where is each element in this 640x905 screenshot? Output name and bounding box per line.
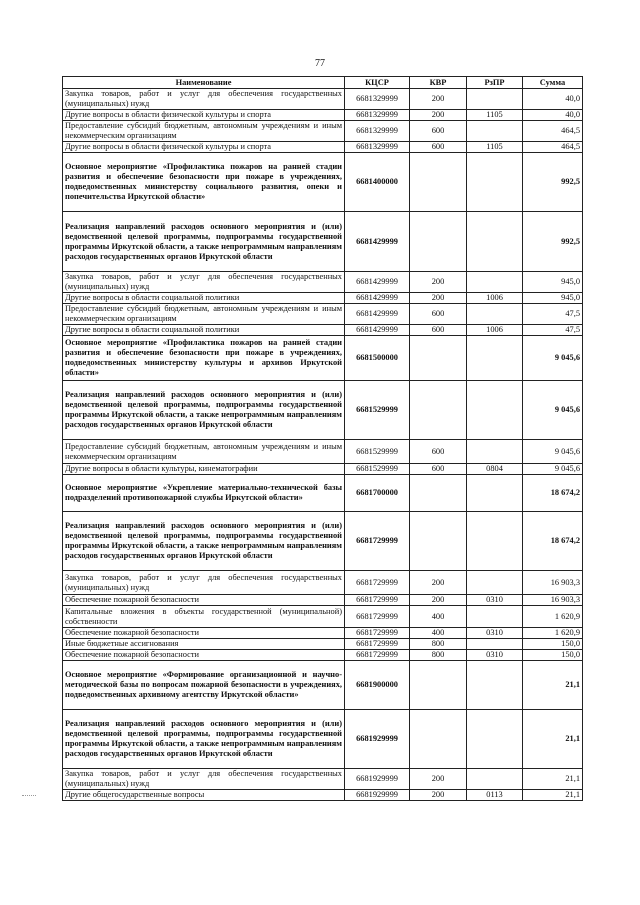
table-row [63,89,583,110]
table-row [63,571,583,595]
cell-name: Обеспечение пожарной безопасности [63,650,345,661]
table-row [63,606,583,628]
cell-name: Предоставление субсидий бюджетным, автономным учреждениям и иным некоммерческим организациям [63,440,345,464]
cell-name: Закупка товаров, работ и услуг для обеспечения государственных (муниципальных) нужд [63,89,345,110]
cell-sum: 16 903,3 [523,571,583,595]
cell-kcsr: 6681400000 [345,153,410,212]
cell-kcsr: 6681729999 [345,639,410,650]
cell-sum: 992,5 [523,153,583,212]
cell-name: Другие вопросы в области физической культуры и спорта [63,142,345,153]
cell-rzpr [467,304,523,325]
cell-sum: 9 045,6 [523,381,583,440]
cell-kvr [410,212,467,272]
cell-sum: 992,5 [523,212,583,272]
cell-sum: 1 620,9 [523,606,583,628]
cell-kcsr: 6681429999 [345,293,410,304]
cell-kcsr: 6681429999 [345,272,410,293]
cell-sum: 21,1 [523,710,583,769]
table-row [63,304,583,325]
cell-kcsr: 6681529999 [345,440,410,464]
cell-kvr: 600 [410,464,467,475]
cell-kcsr: 6681329999 [345,89,410,110]
cell-name: Основное мероприятие «Формирование организационной и научно-методической базы по вопросам пожарной безопасности в учреждениях, подведомственных архивному агентству Иркутской области» [63,661,345,710]
cell-sum: 40,0 [523,89,583,110]
table-row [63,475,583,512]
cell-name: Реализация направлений расходов основного мероприятия и (или) ведомственной целевой программы, подпрограммы государственной программы Иркутской области, а также непрограммным направлениям расходов государственных органов Иркутской области [63,512,345,571]
cell-name: Предоставление субсидий бюджетным, автономным учреждениям и иным некоммерческим организациям [63,121,345,142]
cell-rzpr [467,212,523,272]
cell-kvr: 400 [410,628,467,639]
cell-kvr: 600 [410,440,467,464]
cell-sum: 18 674,2 [523,512,583,571]
cell-rzpr: 0310 [467,628,523,639]
scan-artifact [22,795,36,796]
cell-kvr: 200 [410,272,467,293]
cell-rzpr [467,381,523,440]
cell-kcsr: 6681329999 [345,110,410,121]
cell-rzpr [467,639,523,650]
cell-rzpr: 1006 [467,293,523,304]
cell-name: Реализация направлений расходов основного мероприятия и (или) ведомственной целевой программы, подпрограммы государственной программы Иркутской области, а также непрограммным направлениям расходов государственных органов Иркутской области [63,212,345,272]
cell-rzpr [467,512,523,571]
cell-kcsr: 6681529999 [345,464,410,475]
cell-kvr [410,512,467,571]
cell-rzpr: 0113 [467,790,523,801]
cell-kvr: 200 [410,110,467,121]
cell-kcsr: 6681529999 [345,381,410,440]
cell-name: Другие вопросы в области физической культуры и спорта [63,110,345,121]
cell-kvr: 400 [410,606,467,628]
cell-kcsr: 6681429999 [345,304,410,325]
cell-name: Закупка товаров, работ и услуг для обеспечения государственных (муниципальных) нужд [63,769,345,790]
cell-sum: 1 620,9 [523,628,583,639]
cell-kvr: 800 [410,650,467,661]
cell-kvr: 200 [410,293,467,304]
table-row [63,639,583,650]
cell-kcsr: 6681700000 [345,475,410,512]
cell-name: Основное мероприятие «Профилактика пожаров на ранней стадии развития и обеспечение безопасности при пожаре в учреждениях, подведомственных министерству культуры и архивов Иркутской области» [63,336,345,381]
cell-rzpr: 0804 [467,464,523,475]
cell-kvr [410,381,467,440]
cell-name: Основное мероприятие «Профилактика пожаров на ранней стадии развития и обеспечение безопасности при пожаре в учреждениях, подведомственных министерству социального развития, опеки и попечительства Иркутской области» [63,153,345,212]
cell-rzpr [467,153,523,212]
table-row [63,661,583,710]
column-header-kcsr: КЦСР [345,77,410,89]
cell-name: Другие вопросы в области культуры, кинематографии [63,464,345,475]
table-row [63,440,583,464]
table-row [63,212,583,272]
cell-kvr [410,475,467,512]
cell-kvr: 800 [410,639,467,650]
table-row [63,110,583,121]
column-header-kvr: КВР [410,77,467,89]
cell-kvr: 200 [410,790,467,801]
cell-sum: 945,0 [523,293,583,304]
cell-name: Капитальные вложения в объекты государственной (муниципальной) собственности [63,606,345,628]
cell-rzpr [467,606,523,628]
table-header-row [63,77,583,89]
table-row [63,121,583,142]
cell-sum: 16 903,3 [523,595,583,606]
table-row [63,710,583,769]
cell-kvr: 200 [410,571,467,595]
cell-kcsr: 6681729999 [345,595,410,606]
cell-kcsr: 6681500000 [345,336,410,381]
cell-kcsr: 6681329999 [345,121,410,142]
cell-kcsr: 6681929999 [345,769,410,790]
cell-kcsr: 6681729999 [345,512,410,571]
column-header-name: Наименование [63,77,345,89]
cell-kvr [410,710,467,769]
cell-sum: 18 674,2 [523,475,583,512]
cell-rzpr [467,89,523,110]
cell-kvr [410,661,467,710]
table-row [63,650,583,661]
cell-sum: 47,5 [523,304,583,325]
cell-sum: 150,0 [523,650,583,661]
cell-kcsr: 6681929999 [345,710,410,769]
cell-kvr: 600 [410,304,467,325]
cell-sum: 464,5 [523,121,583,142]
cell-rzpr [467,272,523,293]
cell-kvr [410,153,467,212]
cell-rzpr [467,336,523,381]
cell-name: Реализация направлений расходов основного мероприятия и (или) ведомственной целевой программы, подпрограммы государственной программы Иркутской области, а также непрограммным направлениям расходов государственных органов Иркутской области [63,710,345,769]
cell-rzpr [467,571,523,595]
table-row [63,512,583,571]
cell-name: Реализация направлений расходов основного мероприятия и (или) ведомственной целевой программы, подпрограммы государственной программы Иркутской области, а также непрограммным направлениям расходов государственных органов Иркутской области [63,381,345,440]
cell-rzpr [467,769,523,790]
cell-rzpr [467,121,523,142]
cell-kcsr: 6681900000 [345,661,410,710]
table-row [63,769,583,790]
cell-kvr: 200 [410,595,467,606]
cell-kcsr: 6681729999 [345,571,410,595]
cell-sum: 9 045,6 [523,440,583,464]
cell-sum: 945,0 [523,272,583,293]
table-body [63,89,583,801]
cell-sum: 21,1 [523,661,583,710]
cell-kcsr: 6681429999 [345,325,410,336]
table-row [63,595,583,606]
cell-name: Закупка товаров, работ и услуг для обеспечения государственных (муниципальных) нужд [63,571,345,595]
cell-name: Обеспечение пожарной безопасности [63,595,345,606]
cell-rzpr: 1105 [467,110,523,121]
cell-name: Другие вопросы в области социальной политики [63,293,345,304]
cell-kcsr: 6681729999 [345,628,410,639]
cell-sum: 9 045,6 [523,336,583,381]
cell-kcsr: 6681429999 [345,212,410,272]
cell-kvr: 600 [410,142,467,153]
cell-kcsr: 6681729999 [345,606,410,628]
cell-sum: 40,0 [523,110,583,121]
table-row [63,336,583,381]
cell-rzpr [467,440,523,464]
cell-kvr: 600 [410,121,467,142]
cell-kcsr: 6681729999 [345,650,410,661]
cell-name: Закупка товаров, работ и услуг для обеспечения государственных (муниципальных) нужд [63,272,345,293]
column-header-rzpr: РзПР [467,77,523,89]
cell-sum: 21,1 [523,790,583,801]
cell-name: Обеспечение пожарной безопасности [63,628,345,639]
table-row [63,325,583,336]
cell-kvr: 200 [410,769,467,790]
cell-name: Основное мероприятие «Укрепление материально-технической базы подразделений противопожарной службы Иркутской области» [63,475,345,512]
page-number: 77 [315,58,325,69]
table-row [63,142,583,153]
cell-kvr [410,336,467,381]
table-row [63,381,583,440]
column-header-sum: Сумма [523,77,583,89]
cell-kcsr: 6681929999 [345,790,410,801]
cell-sum: 150,0 [523,639,583,650]
table-row [63,293,583,304]
cell-sum: 47,5 [523,325,583,336]
cell-rzpr [467,661,523,710]
cell-kcsr: 6681329999 [345,142,410,153]
cell-name: Предоставление субсидий бюджетным, автономным учреждениям и иным некоммерческим организациям [63,304,345,325]
cell-sum: 464,5 [523,142,583,153]
cell-sum: 21,1 [523,769,583,790]
cell-rzpr [467,710,523,769]
cell-rzpr: 1105 [467,142,523,153]
table-row [63,464,583,475]
cell-name: Другие вопросы в области социальной политики [63,325,345,336]
table-row [63,153,583,212]
budget-table [62,76,583,801]
table-row [63,790,583,801]
cell-name: Другие общегосударственные вопросы [63,790,345,801]
cell-rzpr: 1006 [467,325,523,336]
table-row [63,628,583,639]
cell-name: Иные бюджетные ассигнования [63,639,345,650]
cell-kvr: 600 [410,325,467,336]
cell-kvr: 200 [410,89,467,110]
cell-sum: 9 045,6 [523,464,583,475]
table-row [63,272,583,293]
cell-rzpr: 0310 [467,650,523,661]
cell-rzpr [467,475,523,512]
cell-rzpr: 0310 [467,595,523,606]
